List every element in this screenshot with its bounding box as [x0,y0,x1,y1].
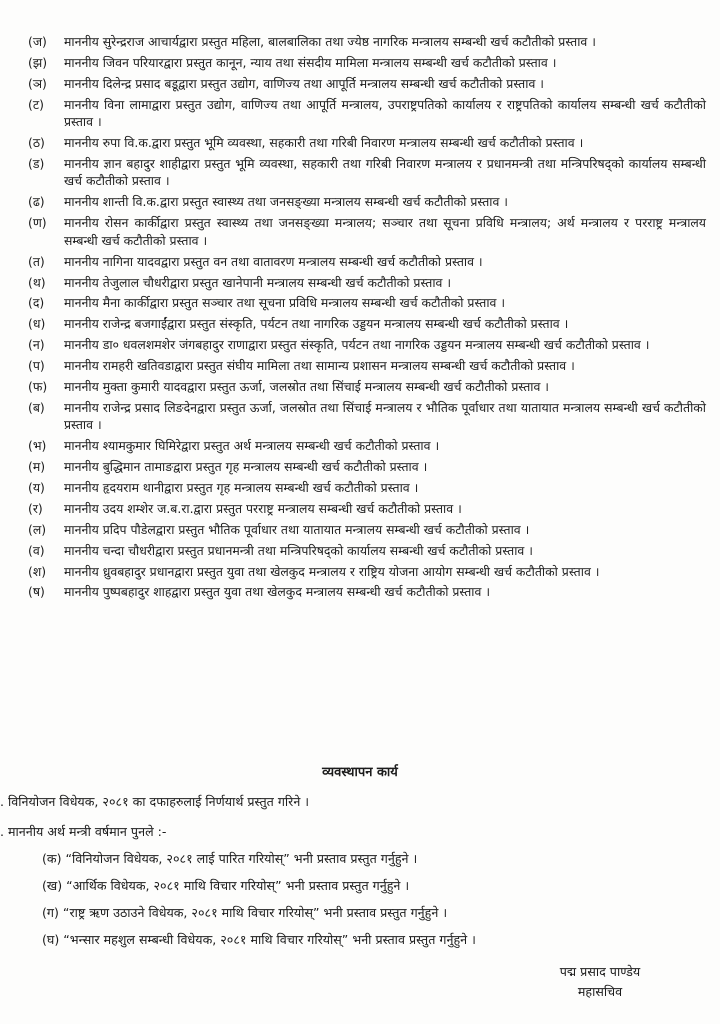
item-text: माननीय राजेन्द्र प्रसाद लिङदेनद्वारा प्रस्तुत ऊर्जा, जलस्रोत तथा सिंचाई मन्त्रालय र भौतिक पूर्वाधार तथा यातायात मन्त्रालय सम्बन्धी खर्च कटौतीको प्रस्ताव । [64,399,706,433]
list-item [16,96,706,131]
list-item [16,357,706,375]
item-text: माननीय दिलेन्द्र प्रसाद बडूद्वारा प्रस्तुत उद्योग, वाणिज्य तथा आपूर्ति मन्त्रालय सम्बन्धी खर्च कटौतीको प्रस्ताव । [64,75,544,91]
item-marker: (ड) [28,155,45,171]
agenda-list [16,33,706,604]
list-item [16,399,706,434]
signatory-name: पद्म प्रसाद पाण्डेय [559,964,641,979]
item-text: माननीय सुरेन्द्रराज आचार्यद्वारा प्रस्तुत महिला, बालबालिका तथा ज्येष्ठ नागरिक मन्त्रालय सम्बन्धी खर्च कटौतीको प्रस्ताव । [64,34,596,49]
list-item [16,521,706,539]
item-marker: (व) [28,542,45,558]
list-item [16,75,706,93]
item-text: माननीय बुद्धिमान तामाङद्वारा प्रस्तुत गृह मन्त्रालय सम्बन्धी खर्च कटौतीको प्रस्ताव । [64,459,428,475]
item-marker: (ध) [28,316,46,332]
item-marker: (भ) [28,438,47,454]
item-text: माननीय शान्ती वि.क.द्वारा प्रस्तुत स्वास्थ्य तथा जनसङ्ख्या मन्त्रालय सम्बन्धी खर्च कटौतीको प्रस्ताव । [64,194,508,210]
list-item [16,500,706,518]
list-item [16,437,706,455]
signature-block [530,962,670,1002]
item-text: माननीय तेजुलाल चौधरीद्वारा प्रस्तुत खानेपानी मन्त्रालय सम्बन्धी खर्च कटौतीको प्रस्ताव । [64,274,452,290]
item-text: माननीय हृदयराम थानीद्वारा प्रस्तुत गृह मन्त्रालय सम्बन्धी खर्च कटौतीको प्रस्ताव । [64,480,419,496]
item-text: माननीय रोसन कार्कीद्वारा प्रस्तुत स्वास्थ्य तथा जनसङ्ख्या मन्त्रालय; सञ्चार तथा सूचना प्रविधि मन्त्रालय; अर्थ मन्त्रालय र परराष्ट्र मन्त्रालय सम्बन्धी खर्च कटौतीको प्रस्ताव । [64,215,706,248]
item-marker: (झ) [28,54,48,70]
list-item [16,274,706,292]
list-item [16,294,706,312]
item-marker: (ण) [28,215,47,231]
list-item [16,458,706,476]
item-marker: (ल) [28,521,47,537]
sub-item: (ग) “राष्ट्र ऋण उठाउने विधेयक, २०८१ माथि विचार गरियोस्” भनी प्रस्ताव प्रस्तुत गर्नुहुने । [42,905,448,920]
item-marker: (श) [28,563,47,579]
signatory-title: महासचिव [577,984,623,999]
item-text: माननीय श्यामकुमार घिमिरेद्वारा प्रस्तुत अर्थ मन्त्रालय सम्बन्धी खर्च कटौतीको प्रस्ताव । [64,438,440,454]
item-marker: (म) [28,459,46,475]
item-text: माननीय विना लामाद्वारा प्रस्तुत उद्योग, वाणिज्य तथा आपूर्ति मन्त्रालय, उपराष्ट्रपतिको कार्यालय र राष्ट्रपतिको कार्यालय सम्बन्धी खर्च कटौतीको प्रस्ताव । [64,96,706,130]
item-marker: (ट) [28,96,44,112]
section-heading: व्यवस्थापन कार्य [322,765,398,780]
item-marker: (य) [28,480,45,496]
item-marker: (ठ) [28,135,45,151]
list-item [16,155,706,190]
item-marker: (ज) [28,34,47,49]
item-text: माननीय रामहरी खतिवडाद्वारा प्रस्तुत संघीय मामिला तथा सामान्य प्रशासन मन्त्रालय सम्बन्धी खर्च कटौतीको प्रस्ताव । [64,358,575,374]
item-text: माननीय रुपा वि.क.द्वारा प्रस्तुत भूमि व्यवस्था, सहकारी तथा गरिबी निवारण मन्त्रालय सम्बन्धी खर्च कटौतीको प्रस्ताव । [64,135,584,151]
item-marker: (त) [28,253,45,269]
list-item [16,33,706,51]
item-marker: (ढ) [28,194,45,210]
item-marker: (फ) [28,378,48,394]
item-text: माननीय ध्रुवबहादुर प्रधानद्वारा प्रस्तुत युवा तथा खेलकुद मन्त्रालय र राष्ट्रिय योजना आयोग सम्बन्धी खर्च कटौतीको प्रस्ताव । [64,563,600,579]
item-text: माननीय उदय शम्शेर ज.ब.रा.द्वारा प्रस्तुत परराष्ट्र मन्त्रालय सम्बन्धी खर्च कटौतीको प्रस्ताव । [64,500,462,516]
list-item [16,479,706,497]
item-marker: (ञ) [28,75,47,91]
item-text: माननीय ज्ञान बहादुर शाहीद्वारा प्रस्तुत भूमि व्यवस्था, सहकारी तथा गरिबी निवारण मन्त्रालय र प्रधानमन्त्री तथा मन्त्रिपरिषद्को कार्यालय सम्बन्धी खर्च कटौतीको प्रस्ताव । [64,155,706,189]
list-item [16,336,706,354]
item-marker: (र) [28,500,43,516]
sub-item: (घ) “भन्सार महशुल सम्बन्धी विधेयक, २०८१ माथि विचार गरियोस्” भनी प्रस्ताव प्रस्तुत गर्नुहुने । [42,932,476,947]
item-text: माननीय नागिना यादवद्वारा प्रस्तुत वन तथा वातावरण मन्त्रालय सम्बन्धी खर्च कटौतीको प्रस्ताव । [64,253,483,269]
item-text: माननीय जिवन परियारद्वारा प्रस्तुत कानून, न्याय तथा संसदीय मामिला मन्त्रालय सम्बन्धी खर्च कटौतीको प्रस्ताव । [64,54,557,70]
list-item [16,542,706,560]
sub-item: (ख) “आर्थिक विधेयक, २०८१ माथि विचार गरियोस्” भनी प्रस्ताव प्रस्तुत गर्नुहुने । [42,878,410,893]
item-marker: (द) [28,295,45,311]
item-text: माननीय राजेन्द्र बजगाईंद्वारा प्रस्तुत संस्कृति, पर्यटन तथा नागरिक उड्डयन मन्त्रालय सम्बन्धी खर्च कटौतीको प्रस्ताव । [64,316,569,332]
item-marker: (न) [28,337,45,353]
list-item [16,214,706,249]
item-text: माननीय मुक्ता कुमारी यादवद्वारा प्रस्तुत ऊर्जा, जलस्रोत तथा सिंचाई मन्त्रालय सम्बन्धी खर्च कटौतीको प्रस्ताव । [64,378,549,394]
item-text: माननीय मैना कार्कीद्वारा प्रस्तुत सञ्चार तथा सूचना प्रविधि मन्त्रालय सम्बन्धी खर्च कटौतीको प्रस्ताव । [64,295,506,311]
item-marker: (थ) [28,274,46,290]
list-item [16,134,706,152]
list-item [16,583,706,601]
list-item [16,253,706,271]
list-item [16,315,706,333]
item-text: माननीय चन्दा चौधरीद्वारा प्रस्तुत प्रधानमन्त्री तथा मन्त्रिपरिषद्को कार्यालय सम्बन्धी खर्च कटौतीको प्रस्ताव । [64,542,533,558]
item-marker: (ब) [28,399,45,415]
list-item [16,378,706,396]
paragraph-finance-minister: . माननीय अर्थ मन्त्री वर्षमान पुनले :- [0,824,167,839]
item-text: माननीय प्रदिप पौडेलद्वारा प्रस्तुत भौतिक पूर्वाधार तथा यातायात मन्त्रालय सम्बन्धी खर्च कटौतीको प्रस्ताव । [64,521,530,537]
item-text: माननीय पुष्पबहादुर शाहद्वारा प्रस्तुत युवा तथा खेलकुद मन्त्रालय सम्बन्धी खर्च कटौतीको प्रस्ताव । [64,584,491,600]
paragraph-appropriation: . विनियोजन विधेयक, २०८१ का दफाहरुलाई निर्णयार्थ प्रस्तुत गरिने । [0,794,310,809]
item-marker: (प) [28,358,45,374]
item-marker: (ष) [28,584,45,600]
item-text: माननीय डा० धवलशमशेर जंगबहादुर राणाद्वारा प्रस्तुत संस्कृति, पर्यटन तथा नागरिक उड्डयन मन्त्रालय सम्बन्धी खर्च कटौतीको प्रस्ताव । [64,337,650,353]
sub-item: (क) “विनियोजन विधेयक, २०८१ लाई पारित गरियोस्” भनी प्रस्ताव प्रस्तुत गर्नुहुने । [42,851,418,866]
list-item [16,54,706,72]
list-item [16,563,706,581]
list-item [16,193,706,211]
